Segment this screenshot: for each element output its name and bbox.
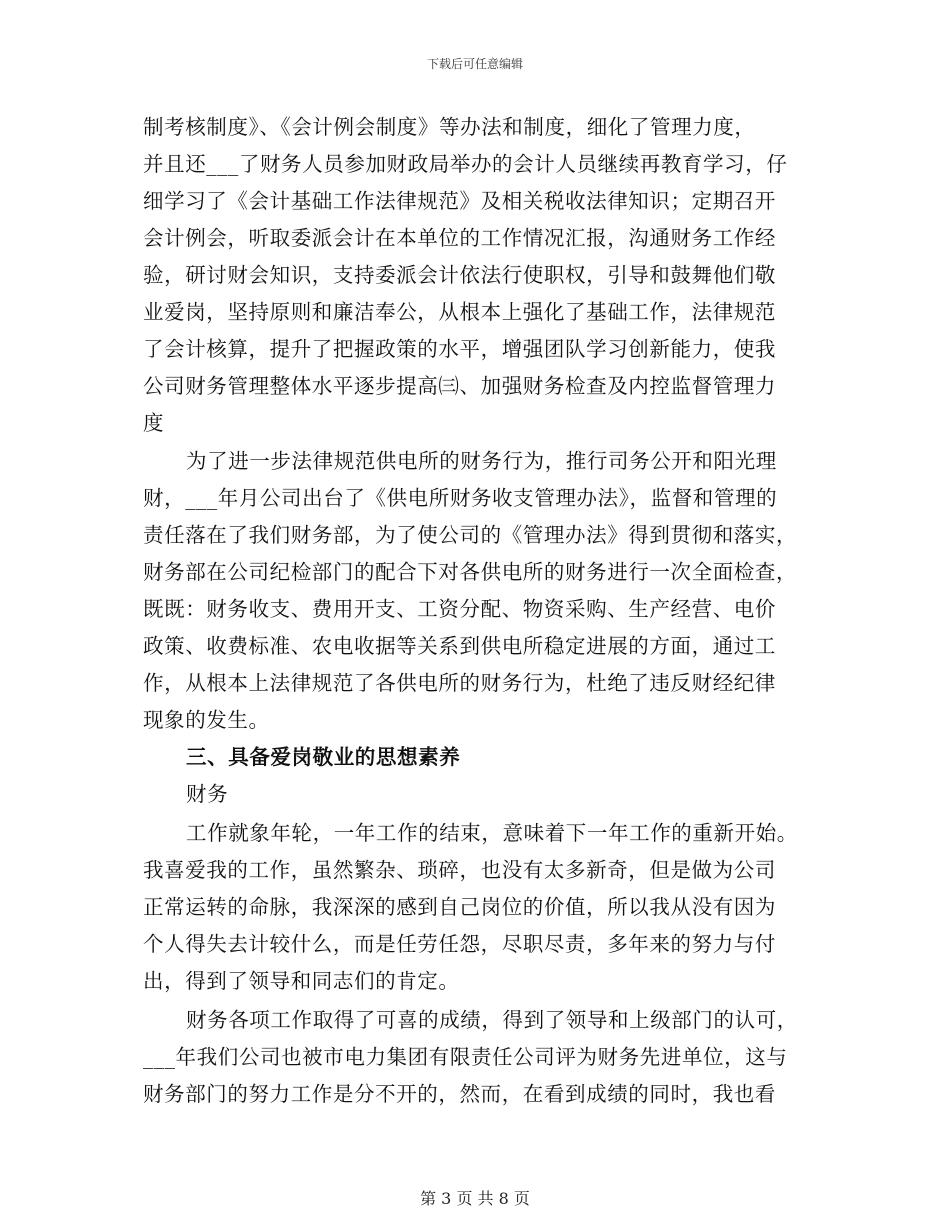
body-line: 验，研讨财会知识，支持委派会计依法行使职权，引导和鼓舞他们敬	[143, 263, 776, 287]
subheading-line: 财务	[186, 782, 229, 806]
body-line: 既既：财务收支、费用开支、工资分配、物资采购、生产经营、电价	[143, 597, 776, 621]
page-footer: 第 3 页 共 8 页	[420, 1189, 530, 1208]
body-line: 财务部门的努力工作是分不开的，然而，在看到成绩的同时，我也看	[143, 1082, 776, 1106]
body-line: 财，___年月公司出台了《供电所财务收支管理办法》，监督和管理的	[143, 486, 778, 510]
body-line: 个人得失去计较什么，而是任劳任怨，尽职尽责，多年来的努力与付	[143, 932, 776, 956]
body-line: 现象的发生。	[143, 708, 270, 732]
body-line: 度	[143, 411, 165, 435]
body-line: 正常运转的命脉，我深深的感到自己岗位的价值，所以我从没有因为	[143, 895, 776, 919]
body-line: 制考核制度》、《会计例会制度》等办法和制度，细化了管理力度，	[143, 115, 756, 139]
paragraph-first-line: 工作就象年轮，一年工作的结束，意味着下一年工作的重新开始。	[186, 821, 798, 845]
body-line: 会计例会，听取委派会计在本单位的工作情况汇报，沟通财务工作经	[143, 226, 776, 250]
body-line: 业爱岗，坚持原则和廉洁奉公，从根本上强化了基础工作，法律规范	[143, 300, 776, 324]
paragraph-first-line: 为了进一步法律规范供电所的财务行为，推行司务公开和阳光理	[186, 449, 777, 473]
body-line: ___年我们公司也被市电力集团有限责任公司评为财务先进单位，这与	[143, 1045, 788, 1069]
section-heading: 三、具备爱岗敬业的思想素养	[186, 745, 461, 769]
body-line: 责任落在了我们财务部，为了使公司的《管理办法》得到贯彻和落实，	[143, 523, 798, 547]
body-line: 了会计核算，提升了把握政策的水平，增强团队学习创新能力，使我	[143, 337, 776, 361]
body-line: 公司财务管理整体水平逐步提高㈢、加强财务检查及内控监督管理力	[143, 374, 776, 398]
body-line: 作，从根本上法律规范了各供电所的财务行为，杜绝了违反财经纪律	[143, 671, 776, 695]
paragraph-first-line: 财务各项工作取得了可喜的成绩，得到了领导和上级部门的认可，	[186, 1008, 798, 1032]
body-line: 财务部在公司纪检部门的配合下对各供电所的财务进行一次全面检查，	[143, 560, 798, 584]
body-line: 政策、收费标准、农电收据等关系到供电所稳定进展的方面，通过工	[143, 634, 776, 658]
body-line: 并且还___了财务人员参加财政局举办的会计人员继续再教育学习，仔	[143, 152, 788, 176]
body-line: 细学习了《会计基础工作法律规范》及相关税收法律知识；定期召开	[143, 189, 776, 213]
page-header: 下载后可任意编辑	[426, 57, 523, 71]
body-line: 出，得到了领导和同志们的肯定。	[143, 969, 460, 993]
body-line: 我喜爱我的工作，虽然繁杂、琐碎，也没有太多新奇，但是做为公司	[143, 858, 776, 882]
